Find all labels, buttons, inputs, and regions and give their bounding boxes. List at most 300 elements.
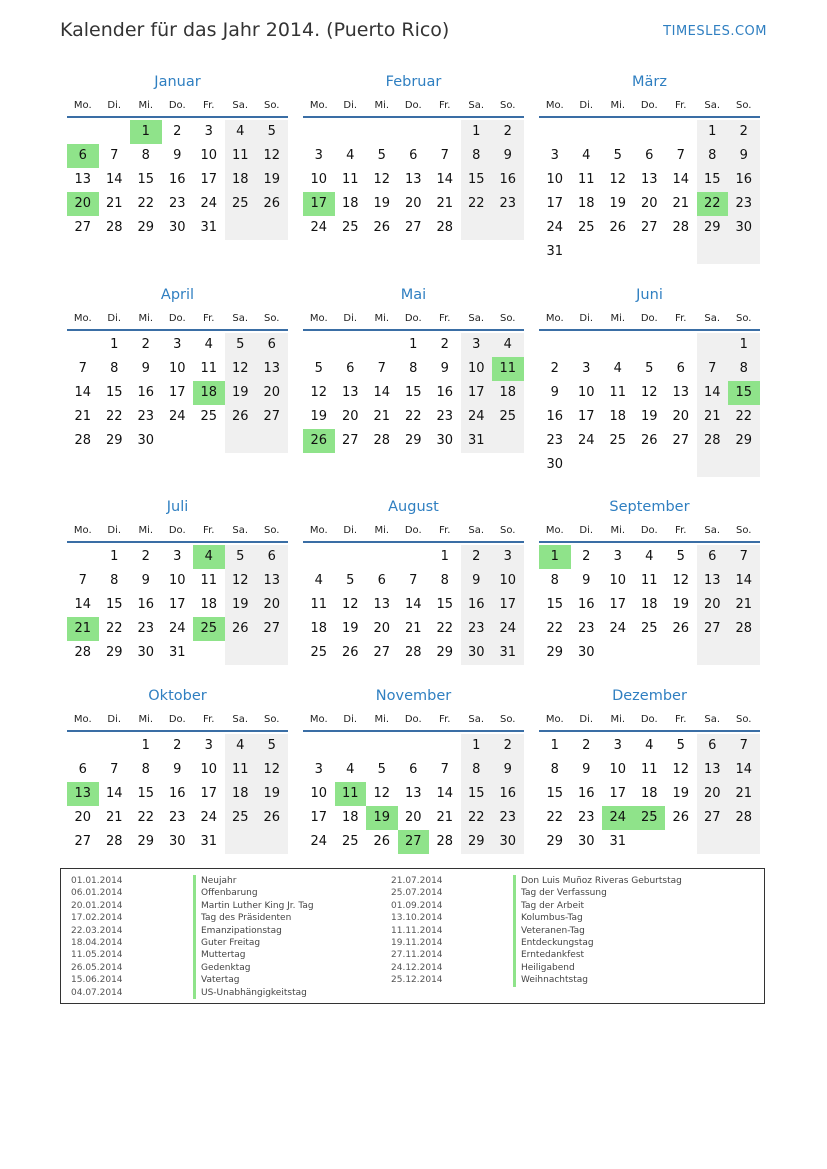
day-cell: 1 xyxy=(141,738,150,753)
day-cell: 6 xyxy=(256,333,288,357)
day-cell: 1 xyxy=(461,120,493,144)
day-cell: 17 xyxy=(546,196,564,211)
day-cell: 25 xyxy=(225,806,257,830)
day-cell: 23 xyxy=(492,806,524,830)
day-cell: 31 xyxy=(546,244,564,259)
holiday-day-cell: 25 xyxy=(634,806,666,830)
day-cell: 19 xyxy=(341,621,359,636)
day-cell: 15 xyxy=(461,782,493,806)
day-cell: 27 xyxy=(640,220,658,235)
day-cell: 28 xyxy=(728,617,760,641)
holiday-name: Heiligabend xyxy=(513,962,575,974)
day-cell: 22 xyxy=(105,409,123,424)
month-dezember xyxy=(539,686,760,854)
page-title: Kalender für das Jahr 2014. (Puerto Rico) xyxy=(60,19,450,41)
day-cell: 17 xyxy=(168,597,186,612)
day-cell: 30 xyxy=(492,830,524,854)
empty-cell xyxy=(728,641,760,665)
day-cell: 20 xyxy=(341,409,359,424)
day-cell: 31 xyxy=(609,834,627,849)
holiday-name: Weihnachtstag xyxy=(513,974,588,986)
empty-cell xyxy=(193,641,225,665)
day-cell: 28 xyxy=(404,645,422,660)
empty-cell xyxy=(665,333,697,357)
day-cell: 21 xyxy=(105,196,123,211)
day-cell: 26 xyxy=(640,433,658,448)
holiday-day-cell: 15 xyxy=(728,381,760,405)
day-cell: 1 xyxy=(409,337,418,352)
day-cell: 29 xyxy=(728,429,760,453)
day-cell: 16 xyxy=(168,172,186,187)
day-cell: 14 xyxy=(74,385,92,400)
holiday-name: Veteranen-Tag xyxy=(513,925,585,937)
day-cell: 21 xyxy=(404,621,422,636)
holiday-name: Neujahr xyxy=(193,875,236,887)
month-august xyxy=(303,497,524,665)
weekday-label: So. xyxy=(736,714,752,725)
day-cell: 20 xyxy=(697,593,729,617)
day-cell: 21 xyxy=(728,782,760,806)
month-september xyxy=(539,497,760,665)
day-cells xyxy=(67,545,288,665)
weekday-header xyxy=(539,96,760,118)
day-cell: 13 xyxy=(640,172,658,187)
day-cell: 2 xyxy=(492,734,524,758)
day-cell: 24 xyxy=(310,834,328,849)
day-cell: 31 xyxy=(461,429,493,453)
holiday-name: Tag der Verfassung xyxy=(513,887,607,899)
day-cell: 14 xyxy=(436,786,454,801)
day-cell: 2 xyxy=(728,120,760,144)
day-cell: 14 xyxy=(373,385,391,400)
holiday-date: 06.01.2014 xyxy=(71,888,123,899)
empty-cell xyxy=(398,545,430,569)
day-cell: 30 xyxy=(137,645,155,660)
day-cell: 31 xyxy=(492,641,524,665)
day-cell: 6 xyxy=(409,762,418,777)
day-cell: 2 xyxy=(492,120,524,144)
day-cell: 19 xyxy=(256,168,288,192)
empty-cell xyxy=(492,429,524,453)
holiday-date: 13.10.2014 xyxy=(391,913,443,924)
day-cell: 26 xyxy=(256,806,288,830)
day-cell: 7 xyxy=(110,762,119,777)
day-cell: 9 xyxy=(461,569,493,593)
day-cell: 18 xyxy=(640,597,658,612)
day-cell: 9 xyxy=(728,144,760,168)
day-cell: 30 xyxy=(577,834,595,849)
day-cell: 13 xyxy=(404,172,422,187)
month-april xyxy=(67,285,288,453)
day-cell: 30 xyxy=(168,834,186,849)
day-cell: 11 xyxy=(609,385,627,400)
day-cell: 26 xyxy=(373,220,391,235)
holiday-day-cell: 19 xyxy=(366,806,398,830)
weekday-label: Sa. xyxy=(468,313,485,324)
day-cell: 9 xyxy=(141,361,150,376)
day-cell: 19 xyxy=(609,196,627,211)
holiday-date: 18.04.2014 xyxy=(71,937,123,948)
weekday-label: Mi. xyxy=(138,313,154,324)
day-cell: 10 xyxy=(200,762,218,777)
day-cell: 22 xyxy=(546,621,564,636)
day-cell: 20 xyxy=(74,810,92,825)
day-cell: 4 xyxy=(645,549,654,564)
day-cell: 24 xyxy=(577,433,595,448)
day-cell: 16 xyxy=(137,597,155,612)
day-cell: 16 xyxy=(137,385,155,400)
day-cell: 31 xyxy=(200,834,218,849)
day-cell: 7 xyxy=(440,148,449,163)
weekday-header xyxy=(303,521,524,543)
holiday-name: Don Luis Muñoz Riveras Geburtstag xyxy=(513,875,682,887)
day-cell: 2 xyxy=(440,337,449,352)
weekday-label: Sa. xyxy=(468,525,485,536)
day-cell: 12 xyxy=(672,573,690,588)
weekday-label: Mo. xyxy=(545,525,564,536)
day-cell: 5 xyxy=(225,545,257,569)
day-cell: 24 xyxy=(609,621,627,636)
weekday-label: Mo. xyxy=(309,525,328,536)
day-cell: 15 xyxy=(546,597,564,612)
day-cell: 18 xyxy=(577,196,595,211)
weekday-label: Di. xyxy=(579,714,594,725)
day-cell: 21 xyxy=(672,196,690,211)
month-name: Juni xyxy=(636,287,663,303)
day-cell: 8 xyxy=(550,573,559,588)
day-cell: 16 xyxy=(577,597,595,612)
day-cell: 24 xyxy=(200,810,218,825)
month-name: September xyxy=(609,499,690,515)
day-cell: 5 xyxy=(613,148,622,163)
empty-cell xyxy=(225,216,257,240)
day-cell: 25 xyxy=(225,192,257,216)
day-cell: 17 xyxy=(200,172,218,187)
weekday-label: Di. xyxy=(107,100,122,111)
month-märz xyxy=(539,72,760,264)
day-cell: 17 xyxy=(492,593,524,617)
day-cell: 20 xyxy=(256,593,288,617)
weekday-label: So. xyxy=(264,100,280,111)
day-cell: 1 xyxy=(440,549,449,564)
holiday-day-cell: 27 xyxy=(398,830,430,854)
holiday-name: Kolumbus-Tag xyxy=(513,912,583,924)
day-cell: 3 xyxy=(314,148,323,163)
weekday-label: Di. xyxy=(579,100,594,111)
day-cell: 6 xyxy=(377,573,386,588)
day-cell: 5 xyxy=(256,120,288,144)
day-cell: 10 xyxy=(310,172,328,187)
weekday-label: Mi. xyxy=(610,100,626,111)
empty-cell xyxy=(539,333,571,357)
day-cell: 6 xyxy=(676,361,685,376)
day-cell: 9 xyxy=(492,758,524,782)
month-name: Juli xyxy=(166,499,189,515)
day-cell: 16 xyxy=(436,385,454,400)
holiday-day-cell: 24 xyxy=(602,806,634,830)
empty-cell xyxy=(67,734,99,758)
day-cell: 13 xyxy=(697,758,729,782)
day-cell: 17 xyxy=(577,409,595,424)
day-cell: 15 xyxy=(137,172,155,187)
holiday-date: 21.07.2014 xyxy=(391,876,443,886)
empty-cell xyxy=(634,240,666,264)
day-cell: 2 xyxy=(173,124,182,139)
weekday-label: Fr. xyxy=(439,714,451,725)
day-cell: 8 xyxy=(728,357,760,381)
weekday-label: Fr. xyxy=(203,100,215,111)
weekday-label: Mi. xyxy=(374,714,390,725)
day-cell: 23 xyxy=(436,409,454,424)
empty-cell xyxy=(697,453,729,477)
day-cell: 25 xyxy=(609,433,627,448)
empty-cell xyxy=(728,453,760,477)
weekday-label: So. xyxy=(264,714,280,725)
empty-cell xyxy=(99,734,131,758)
day-cell: 15 xyxy=(137,786,155,801)
day-cell: 5 xyxy=(676,738,685,753)
weekday-label: Sa. xyxy=(232,100,249,111)
day-cell: 11 xyxy=(225,144,257,168)
day-cell: 23 xyxy=(728,192,760,216)
day-cell: 3 xyxy=(550,148,559,163)
day-cell: 4 xyxy=(613,361,622,376)
day-cell: 8 xyxy=(409,361,418,376)
empty-cell xyxy=(99,120,131,144)
holiday-date: 04.07.2014 xyxy=(71,987,123,998)
day-cell: 24 xyxy=(461,405,493,429)
day-cell: 12 xyxy=(672,762,690,777)
holiday-column-right xyxy=(391,875,682,987)
day-cell: 3 xyxy=(173,337,182,352)
weekday-header xyxy=(303,710,524,732)
empty-cell xyxy=(697,641,729,665)
day-cell: 8 xyxy=(461,758,493,782)
day-cell: 23 xyxy=(168,196,186,211)
weekday-label: Mo. xyxy=(545,100,564,111)
holiday-day-cell: 11 xyxy=(492,357,524,381)
day-cell: 22 xyxy=(137,196,155,211)
day-cell: 22 xyxy=(404,409,422,424)
day-cell: 31 xyxy=(200,220,218,235)
weekday-label: Sa. xyxy=(468,714,485,725)
day-cell: 10 xyxy=(609,573,627,588)
weekday-label: Mo. xyxy=(73,100,92,111)
day-cell: 11 xyxy=(577,172,595,187)
weekday-label: So. xyxy=(736,525,752,536)
day-cell: 3 xyxy=(173,549,182,564)
month-name: Februar xyxy=(385,74,442,90)
month-name: Oktober xyxy=(148,688,207,704)
day-cell: 3 xyxy=(204,124,213,139)
day-cell: 22 xyxy=(436,621,454,636)
holiday-entry xyxy=(391,875,682,887)
day-cell: 27 xyxy=(256,405,288,429)
holiday-entry xyxy=(71,949,314,961)
day-cell: 12 xyxy=(256,144,288,168)
day-cell: 28 xyxy=(672,220,690,235)
day-cell: 29 xyxy=(105,645,123,660)
day-cell: 15 xyxy=(105,385,123,400)
empty-cell xyxy=(303,333,335,357)
brand-link[interactable]: TIMESLES.COM xyxy=(663,24,767,39)
day-cell: 28 xyxy=(105,834,123,849)
weekday-label: Di. xyxy=(107,313,122,324)
day-cell: 18 xyxy=(341,810,359,825)
day-cell: 29 xyxy=(137,220,155,235)
day-cell: 18 xyxy=(640,786,658,801)
holiday-day-cell: 18 xyxy=(193,381,225,405)
day-cell: 4 xyxy=(225,734,257,758)
day-cells xyxy=(539,545,760,665)
day-cell: 18 xyxy=(609,409,627,424)
day-cell: 14 xyxy=(436,172,454,187)
day-cell: 28 xyxy=(697,429,729,453)
empty-cell xyxy=(634,830,666,854)
day-cell: 2 xyxy=(141,549,150,564)
day-cells xyxy=(67,120,288,240)
day-cell: 10 xyxy=(546,172,564,187)
day-cell: 3 xyxy=(461,333,493,357)
day-cell: 29 xyxy=(546,834,564,849)
day-cell: 1 xyxy=(550,738,559,753)
day-cell: 21 xyxy=(436,810,454,825)
empty-cell xyxy=(571,453,603,477)
day-cell: 16 xyxy=(728,168,760,192)
day-cell: 12 xyxy=(609,172,627,187)
weekday-label: Do. xyxy=(640,100,658,111)
day-cell: 1 xyxy=(110,549,119,564)
day-cell: 26 xyxy=(373,834,391,849)
empty-cell xyxy=(366,333,398,357)
holiday-name: Tag des Präsidenten xyxy=(193,912,291,924)
day-cell: 5 xyxy=(346,573,355,588)
day-cell: 23 xyxy=(137,621,155,636)
day-cell: 27 xyxy=(404,220,422,235)
weekday-label: Do. xyxy=(168,714,186,725)
day-cell: 29 xyxy=(137,834,155,849)
day-cell: 19 xyxy=(640,409,658,424)
empty-cell xyxy=(303,734,335,758)
weekday-label: Mi. xyxy=(138,100,154,111)
day-cells xyxy=(67,734,288,854)
weekday-label: Mi. xyxy=(374,525,390,536)
day-cell: 8 xyxy=(550,762,559,777)
day-cell: 14 xyxy=(105,786,123,801)
day-cell: 12 xyxy=(256,758,288,782)
holiday-date: 25.07.2014 xyxy=(391,888,443,899)
weekday-label: Mo. xyxy=(73,313,92,324)
holiday-date: 01.01.2014 xyxy=(71,876,123,886)
day-cell: 27 xyxy=(373,645,391,660)
day-cell: 12 xyxy=(225,569,257,593)
empty-cell xyxy=(697,240,729,264)
empty-cell xyxy=(634,453,666,477)
holiday-name: Offenbarung xyxy=(193,887,258,899)
weekday-label: Mi. xyxy=(374,313,390,324)
day-cell: 26 xyxy=(256,192,288,216)
day-cell: 25 xyxy=(640,621,658,636)
day-cell: 31 xyxy=(168,645,186,660)
day-cell: 18 xyxy=(225,782,257,806)
day-cell: 22 xyxy=(546,810,564,825)
day-cell: 30 xyxy=(436,433,454,448)
day-cell: 9 xyxy=(492,144,524,168)
day-cell: 8 xyxy=(110,573,119,588)
day-cell: 20 xyxy=(697,782,729,806)
day-cell: 4 xyxy=(204,337,213,352)
day-cells xyxy=(539,120,760,264)
day-cell: 15 xyxy=(697,168,729,192)
day-cell: 4 xyxy=(314,573,323,588)
weekday-label: Sa. xyxy=(704,714,721,725)
holiday-entry xyxy=(391,925,682,937)
holiday-date: 01.09.2014 xyxy=(391,900,443,911)
weekday-header xyxy=(539,521,760,543)
weekday-label: Fr. xyxy=(203,525,215,536)
holiday-name: Martin Luther King Jr. Tag xyxy=(193,900,314,912)
day-cell: 5 xyxy=(676,549,685,564)
holiday-entry xyxy=(71,987,314,999)
empty-cell xyxy=(665,120,697,144)
empty-cell xyxy=(728,830,760,854)
day-cell: 29 xyxy=(546,645,564,660)
day-cell: 25 xyxy=(492,405,524,429)
weekday-label: Fr. xyxy=(675,100,687,111)
weekday-label: Do. xyxy=(404,100,422,111)
day-cell: 28 xyxy=(436,220,454,235)
day-cell: 19 xyxy=(373,196,391,211)
empty-cell xyxy=(162,429,194,453)
day-cell: 17 xyxy=(609,786,627,801)
empty-cell xyxy=(67,120,99,144)
day-cell: 27 xyxy=(697,617,729,641)
empty-cell xyxy=(602,120,634,144)
day-cell: 22 xyxy=(105,621,123,636)
weekday-label: Mi. xyxy=(610,714,626,725)
day-cell: 10 xyxy=(200,148,218,163)
day-cells xyxy=(539,734,760,854)
day-cell: 16 xyxy=(168,786,186,801)
day-cell: 10 xyxy=(168,573,186,588)
holiday-name: Guter Freitag xyxy=(193,937,260,949)
holiday-day-cell: 1 xyxy=(130,120,162,144)
day-cell: 17 xyxy=(461,381,493,405)
day-cell: 11 xyxy=(310,597,328,612)
day-cell: 12 xyxy=(640,385,658,400)
holiday-entry xyxy=(391,962,682,974)
day-cell: 19 xyxy=(225,381,257,405)
day-cell: 24 xyxy=(200,196,218,211)
holiday-date: 11.11.2014 xyxy=(391,925,443,936)
empty-cell xyxy=(602,240,634,264)
weekday-label: Sa. xyxy=(704,100,721,111)
holiday-date: 24.12.2014 xyxy=(391,962,443,973)
month-name: Januar xyxy=(154,74,201,90)
day-cell: 16 xyxy=(461,593,493,617)
empty-cell xyxy=(256,429,288,453)
day-cell: 25 xyxy=(310,645,328,660)
day-cell: 4 xyxy=(346,148,355,163)
day-cells xyxy=(303,333,524,453)
day-cell: 15 xyxy=(546,786,564,801)
day-cell: 7 xyxy=(440,762,449,777)
weekday-label: Do. xyxy=(640,525,658,536)
day-cell: 14 xyxy=(697,381,729,405)
holiday-date: 11.05.2014 xyxy=(71,950,123,961)
day-cell: 29 xyxy=(404,433,422,448)
day-cell: 7 xyxy=(377,361,386,376)
